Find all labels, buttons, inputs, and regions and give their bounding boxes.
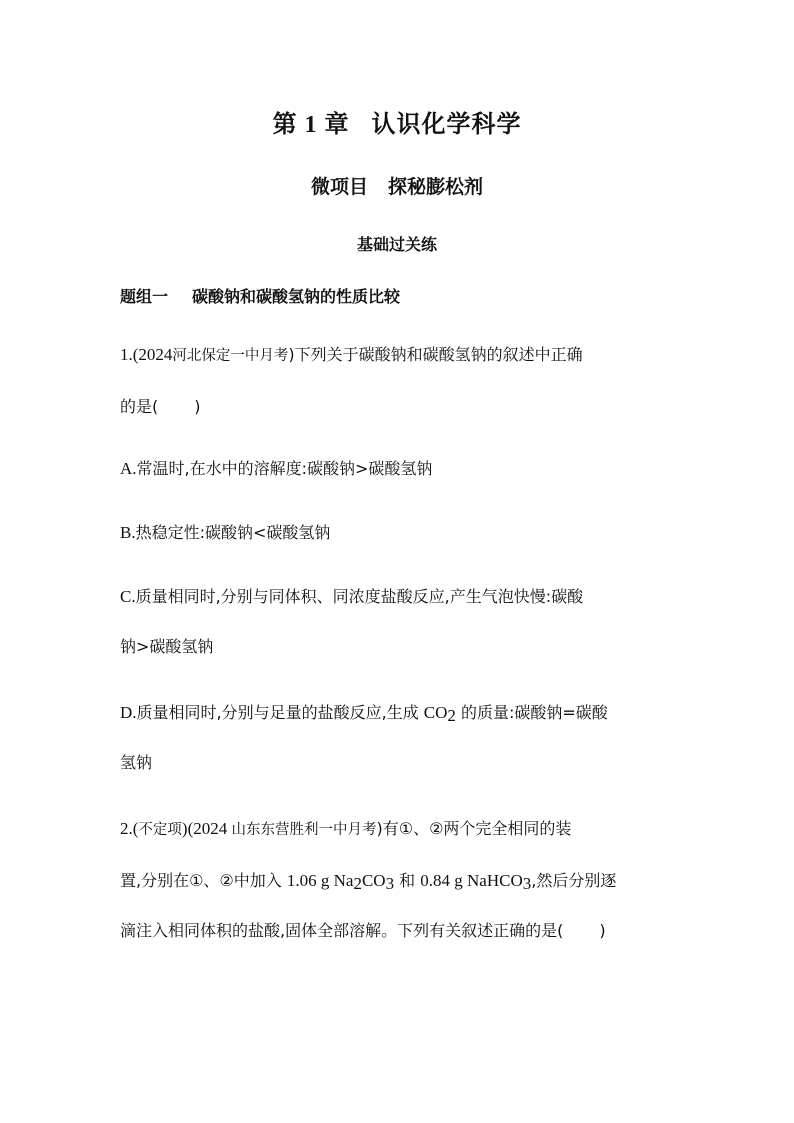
q2-answer-paren: ) bbox=[599, 921, 606, 940]
q1-stem-line2 bbox=[120, 394, 201, 417]
q2-stem-line3 bbox=[120, 918, 606, 941]
group-heading bbox=[120, 284, 400, 307]
q1-option-d-label: D. bbox=[120, 703, 137, 722]
q1-number: 1.(2024 bbox=[120, 345, 173, 364]
q1-option-d-line1 bbox=[120, 700, 608, 726]
q2-year: )(2024 bbox=[181, 819, 232, 838]
q2-stem-line2 bbox=[120, 868, 616, 894]
q1-option-b-text: 热稳定性:碳酸钠<碳酸氢钠 bbox=[135, 523, 331, 542]
project-heading bbox=[0, 172, 794, 199]
q2-stem-line1 bbox=[120, 816, 571, 839]
q1-option-a-text: 常温时,在水中的溶解度:碳酸钠>碳酸氢钠 bbox=[136, 459, 433, 478]
q1-option-c-text1: 质量相同时,分别与同体积、同浓度盐酸反应,产生气泡快慢:碳酸 bbox=[135, 587, 584, 606]
group-topic: 碳酸钠和碳酸氢钠的性质比较 bbox=[192, 287, 401, 306]
q2-mid: 和 bbox=[394, 871, 421, 890]
q1-source: 河北保定一中月考 bbox=[172, 348, 289, 364]
q2-stem-a: )有①、②两个完全相同的装 bbox=[376, 819, 572, 838]
project-prefix: 微项目 bbox=[310, 176, 368, 198]
chapter-name: 认识化学科学 bbox=[371, 110, 522, 138]
q1-stem-line1 bbox=[120, 342, 583, 365]
chapter-number: 第 1 章 bbox=[272, 112, 350, 138]
q1-option-d-formula-sub: 2 bbox=[447, 706, 456, 725]
section-title: 基础过关练 bbox=[356, 235, 437, 254]
q2-stem-c: 滴注入相同体积的盐酸,固体全部溶解。下列有关叙述正确的是( bbox=[120, 921, 564, 940]
q1-option-c-line1 bbox=[120, 584, 583, 607]
q2-mass1-sub: 2 bbox=[353, 874, 362, 893]
q2-mass1-post: CO bbox=[361, 871, 386, 890]
q1-option-d-line2: 氢钠 bbox=[120, 753, 153, 772]
q1-option-a-label: A. bbox=[120, 459, 137, 478]
q2-tag: 不定项 bbox=[138, 822, 182, 838]
q1-stem-a: )下列关于碳酸钠和碳酸氢钠的叙述中正确 bbox=[288, 345, 583, 364]
q2-number: 2.( bbox=[120, 819, 139, 838]
q1-answer-paren: ) bbox=[194, 397, 201, 416]
q1-option-b bbox=[120, 520, 330, 543]
q1-stem-b: 的是( bbox=[120, 397, 159, 416]
q1-option-b-label: B. bbox=[120, 523, 136, 542]
chapter-heading bbox=[0, 104, 794, 139]
q2-mass2: 0.84 g NaHCO bbox=[420, 871, 523, 890]
q1-option-d-formula: CO bbox=[423, 703, 448, 722]
q1-option-d-text1-post: 的质量:碳酸钠=碳酸 bbox=[455, 703, 608, 722]
q2-mass2-sub: 3 bbox=[522, 874, 532, 893]
q2-mass1-sub2: 3 bbox=[385, 874, 395, 893]
q2-stem-b-pre: 置,分别在①、②中加入 bbox=[120, 871, 287, 890]
q2-stem-b-post: ,然后分别逐 bbox=[531, 871, 617, 890]
q1-option-d-text1: 质量相同时,分别与足量的盐酸反应,生成 bbox=[136, 703, 424, 722]
group-label: 题组一 bbox=[120, 287, 169, 306]
q2-mass1: 1.06 g Na bbox=[286, 871, 354, 890]
q1-option-a bbox=[120, 456, 432, 479]
q1-option-c-line2: 钠>碳酸氢钠 bbox=[120, 637, 214, 656]
q1-option-c-label: C. bbox=[120, 587, 136, 606]
q2-source: 山东东营胜利一中月考 bbox=[231, 822, 377, 838]
project-name: 探秘膨松剂 bbox=[388, 176, 484, 198]
